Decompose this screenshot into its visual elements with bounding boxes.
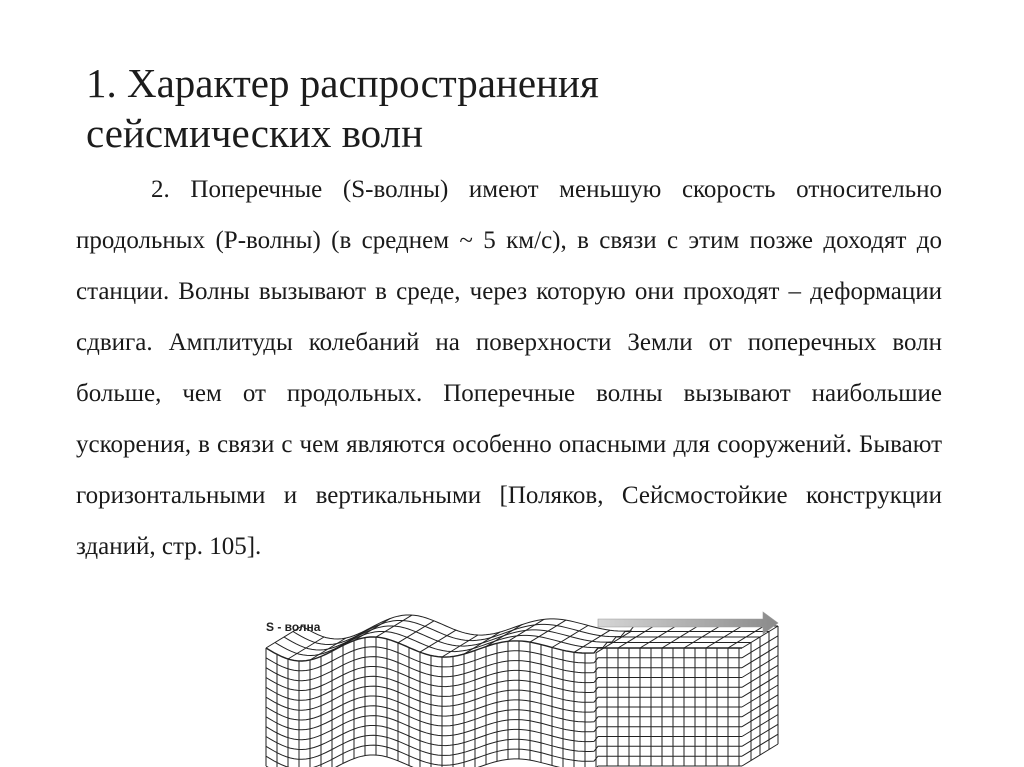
body-paragraph: 2. Поперечные (S-волны) имеют меньшую скорость относительно продольных (P-волны) (в среднем ~ 5 км/с), в связи с этим позже доходят до станции. Волны вызывают в среде, через которую они проходят – деформации сдвига. Амплитуды колебаний на поверхности Земли от поперечных волн больше, чем от продольных. Поперечные волны вызывают наибольшие ускорения, в связи с чем являются особенно опасными для сооружений. Бывают горизонтальными и вертикальными [Поляков, Сейсмостойкие конструкции зданий, стр. 105]. [76,176,942,560]
s-wave-figure [258,608,788,767]
slide-title-line-1: 1. Характер распространения [86,60,599,106]
s-wave-diagram [258,608,788,767]
wave-label: S - волна [266,620,321,634]
slide-title [86,58,599,158]
slide-title-line-2: сейсмических волн [86,110,424,156]
